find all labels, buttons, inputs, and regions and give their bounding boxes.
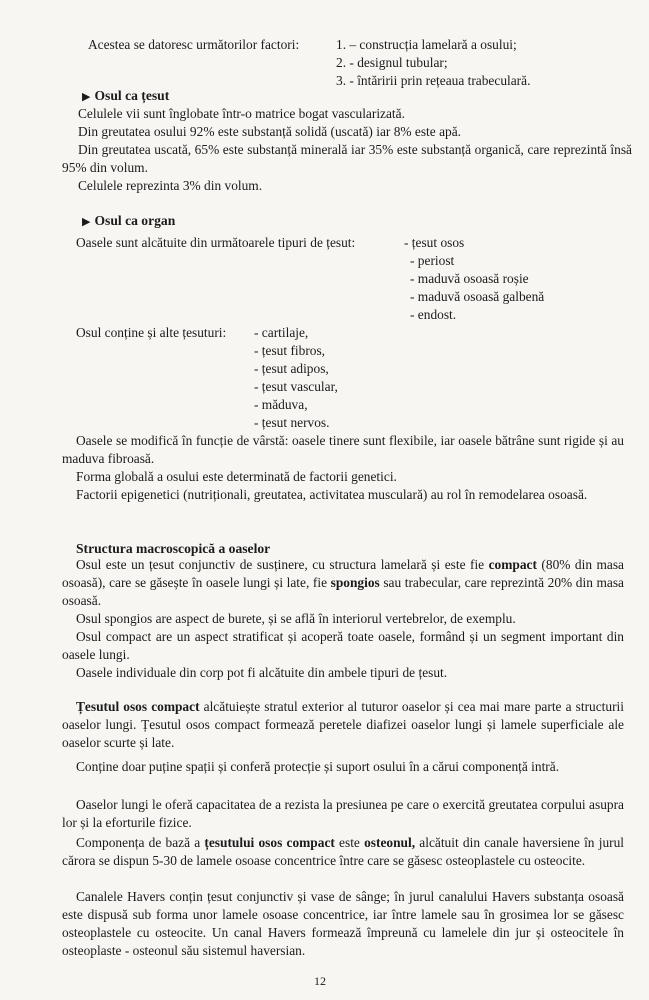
factor-item-3: 3. - întăririi prin rețeaua trabeculară. bbox=[336, 73, 531, 88]
term-tesut-compact: Țesutul osos compact bbox=[76, 699, 200, 714]
term-tesutului-compact: țesutului osos compact bbox=[204, 835, 335, 850]
factor-item-1: 1. – construcția lamelară a osului; bbox=[336, 37, 517, 52]
macro-paragraph-2: Osul spongios are aspect de burete, și se află în interiorul vertebrelor, de exemplu. bbox=[76, 611, 516, 626]
other-tissue-2: - țesut fibros, bbox=[254, 343, 326, 358]
term-compact: compact bbox=[488, 557, 537, 572]
organ-tissue-5: - endost. bbox=[410, 307, 457, 322]
macro-paragraph-4: Oasele individuale din corp pot fi alcătuite din ambele tipuri de țesut. bbox=[76, 665, 448, 680]
organ-tissue-4: - maduvă osoasă galbenă bbox=[410, 289, 545, 304]
organ-tissue-2: - periost bbox=[410, 253, 455, 268]
other-tissue-6: - țesut nervos. bbox=[254, 415, 330, 430]
other-tissue-1: - cartilaje, bbox=[254, 325, 309, 340]
factors-lead: Acestea se datoresc următorilor factori: bbox=[88, 37, 300, 52]
term-spongios: spongios bbox=[330, 575, 380, 590]
section-heading-tissue: ▶ Osul ca țesut bbox=[82, 87, 169, 106]
macro-paragraph-1: Osul este un țesut conjunctiv de susținere, cu structura lamelară și este fie compact (80% din masa osoasă), care se găsește în oasele lungi și late, fie spongios sau trabecular, care reprezintă 20% din masa osoasă. bbox=[62, 557, 625, 608]
macro-paragraph-3: Osul compact are un aspect stratificat și acoperă toate oasele, formând și un segment important din oasele lungi. bbox=[62, 629, 624, 662]
triangle-bullet-icon: ▶ bbox=[82, 216, 91, 228]
organ-paragraph-2: Forma globală a osului este determinată de factorii genetici. bbox=[76, 469, 397, 484]
term-osteonul: osteonul, bbox=[364, 835, 416, 850]
factor-item-2: 2. - designul tubular; bbox=[336, 55, 448, 70]
triangle-bullet-icon: ▶ bbox=[82, 91, 91, 103]
organ-tissue-3: - maduvă osoasă roșie bbox=[410, 271, 529, 286]
section-heading-organ: ▶ Osul ca organ bbox=[82, 212, 175, 231]
tissue-line-2: Din greutatea osului 92% este substanță solidă (uscată) iar 8% este apă. bbox=[78, 124, 461, 139]
organ-lead-2: Osul conține și alte țesuturi: bbox=[76, 325, 227, 340]
tissue-line-3: Din greutatea uscată, 65% este substanță minerală iar 35% este substanță organică, care reprezintă însă 95% din volum. bbox=[62, 142, 632, 175]
compact-paragraph-4: Componența de bază a țesutului osos compact este osteonul, alcătuit din canale haversiene în jurul cărora se dispun 5-30 de lamele osoase concentrice între care se găsesc osteoplastele cu osteocite. bbox=[62, 835, 625, 868]
organ-tissue-1: - țesut osos bbox=[404, 235, 465, 250]
compact-paragraph-3: Oaselor lungi le oferă capacitatea de a rezista la presiunea pe care o exercită greutatea corpului asupra lor și la eforturile fizice. bbox=[62, 797, 624, 830]
other-tissue-3: - țesut adipos, bbox=[254, 361, 329, 376]
compact-paragraph-1: Țesutul osos compact alcătuiește stratul exterior al tuturor oaselor și cea mai mare parte a structurii oaselor lungi. Țesutul osos compact formează peretele diafizei oaselor lungi și lamele superficiale ale oaselor scurte și late. bbox=[62, 699, 624, 750]
compact-paragraph-2: Conține doar puține spații și conferă protecție și suport osului în a cărui componență intră. bbox=[76, 759, 560, 774]
organ-paragraph-1: Oasele se modifică în funcție de vârstă: oasele tinere sunt flexibile, iar oasele bătrâne sunt rigide și au maduva fibroasă. bbox=[62, 433, 624, 466]
tissue-line-1: Celulele vii sunt înglobate într-o matrice bogat vascularizată. bbox=[78, 106, 405, 121]
compact-paragraph-5: Canalele Havers conțin țesut conjunctiv și vase de sânge; în jurul canalului Havers substanța osoasă este dispusă sub forma unor lamele osoase concentrice, iar între lamele sau în grosimea lor se găsesc osteoplastele cu osteocite. Un canal Havers formează împreună cu lamelele din jur și osteocitele în osteoplaste - osteonul său sistemul haversian. bbox=[62, 889, 624, 958]
tissue-line-4: Celulele reprezinta 3% din volum. bbox=[78, 178, 263, 193]
other-tissue-5: - măduva, bbox=[254, 397, 308, 412]
page-number: 12 bbox=[314, 974, 326, 988]
other-tissue-4: - țesut vascular, bbox=[254, 379, 338, 394]
section-heading-macro: Structura macroscopică a oaselor bbox=[76, 541, 271, 556]
organ-paragraph-3: Factorii epigenetici (nutriționali, greutatea, activitatea musculară) au rol în remodelarea osoasă. bbox=[76, 487, 588, 502]
organ-lead-1: Oasele sunt alcătuite din următoarele tipuri de țesut: bbox=[76, 235, 356, 250]
